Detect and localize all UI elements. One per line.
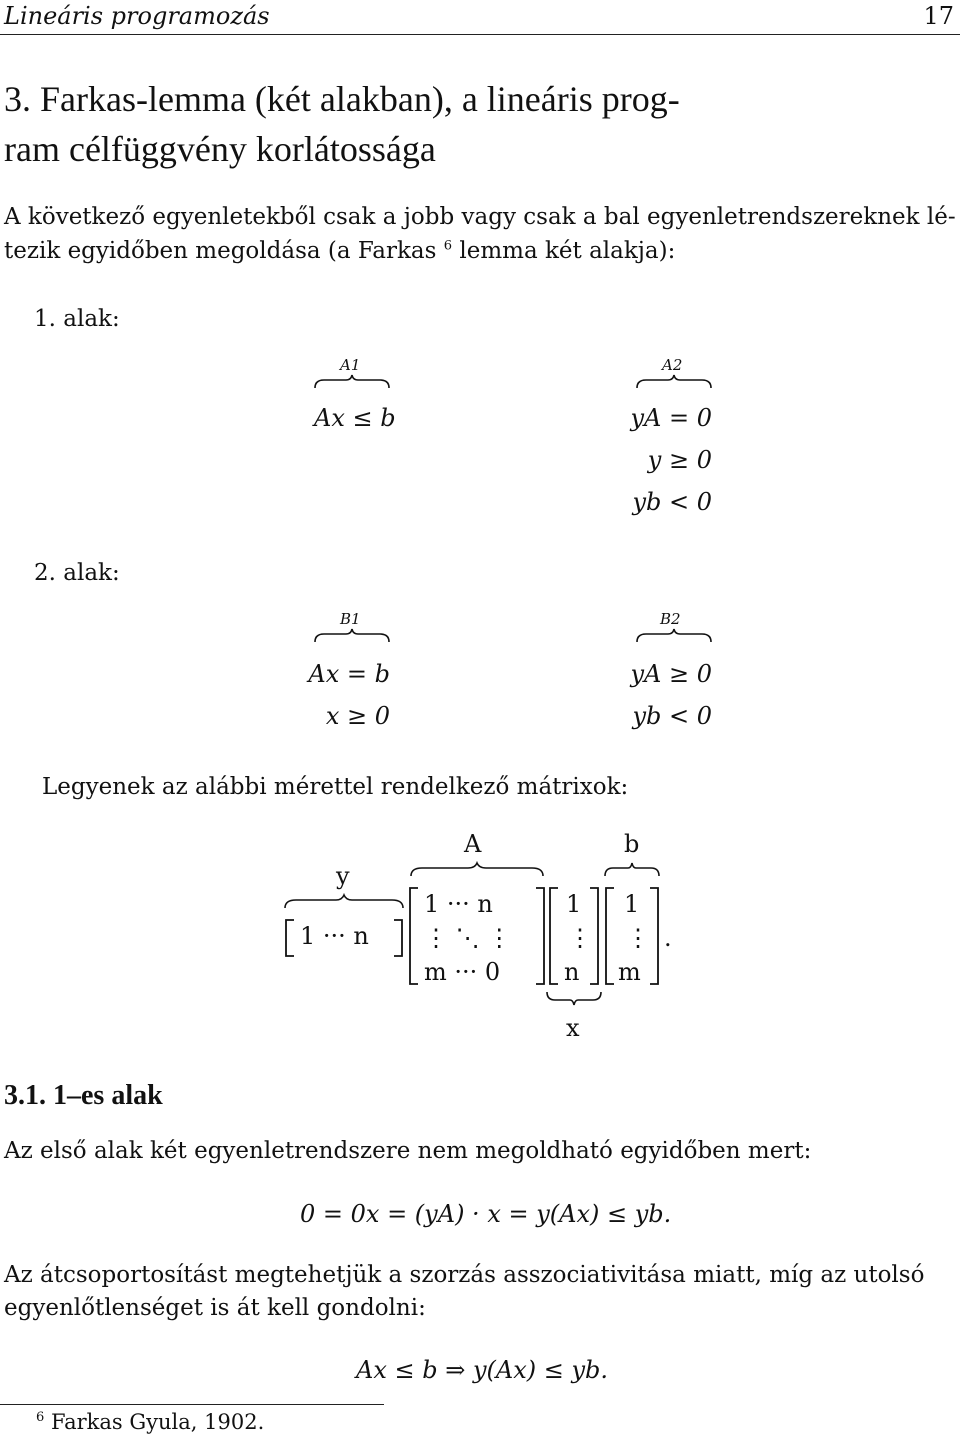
y-label: y	[336, 862, 350, 890]
y-row-values: 1 ··· n	[300, 922, 369, 950]
A-row-2: ⋮ ⋱ ⋮	[424, 924, 512, 952]
A-row-1: 1 ··· n	[424, 890, 493, 918]
form1-left-brace-label: A1	[340, 356, 361, 374]
section-title-line2: ram célfüggvény korlátossága	[4, 129, 436, 169]
A-overbrace	[410, 862, 544, 878]
b-col-3: m	[618, 958, 641, 986]
matrix-trailing-period: .	[664, 924, 672, 952]
footnote-text: Farkas Gyula, 1902.	[50, 1410, 265, 1434]
subsection-eq1: 0 = 0x = (yA) · x = y(Ax) ≤ yb.	[300, 1200, 672, 1228]
x-underbrace	[546, 990, 602, 1006]
x-col-1: 1	[566, 890, 582, 918]
header-rule	[0, 34, 960, 35]
form1-right-eq-2: y ≥ 0	[647, 446, 712, 474]
x-label: x	[566, 1014, 580, 1042]
footnote-rule	[0, 1404, 384, 1405]
intro-line2-pre: tezik egyidőben megoldása (a Farkas	[4, 238, 437, 264]
form1-right-eq-1: yA = 0	[630, 404, 712, 432]
form2-right-brace-label: B2	[660, 610, 681, 628]
footnote-mark: 6	[443, 238, 453, 254]
form2-left-eq-2: x ≥ 0	[325, 702, 390, 730]
matrices-intro: Legyenek az alábbi mérettel rendelkező mátrixok:	[42, 774, 629, 800]
form2-left-brace-label: B1	[340, 610, 361, 628]
form2-right-eq-1: yA ≥ 0	[630, 660, 712, 688]
y-overbrace	[284, 894, 404, 910]
page-number: 17	[923, 2, 954, 30]
A-row-3: m ··· 0	[424, 958, 501, 986]
b-col-2: ⋮	[626, 924, 650, 952]
running-header-title: Lineáris programozás	[4, 2, 270, 30]
A-label: A	[464, 830, 482, 858]
x-col-2: ⋮	[568, 924, 592, 952]
subsection-text1: Az első alak két egyenletrendszere nem megoldható egyidőben mert:	[4, 1138, 812, 1164]
subsection-title: 3.1. 1–es alak	[4, 1080, 163, 1111]
footnote-number: 6	[36, 1410, 45, 1425]
form1-right-overbrace	[636, 374, 712, 390]
footnote	[36, 1410, 264, 1434]
form1-left-eq: Ax ≤ b	[314, 404, 396, 432]
b-label: b	[624, 830, 640, 858]
x-col-3: n	[564, 958, 580, 986]
form2-right-overbrace	[636, 628, 712, 644]
subsection-text2-line1: Az átcsoportosítást megtehetjük a szorzás asszociativitása miatt, míg az utolsó	[4, 1262, 925, 1288]
form1-left-overbrace	[314, 374, 390, 390]
form1-label: 1. alak:	[34, 306, 120, 332]
subsection-eq2: Ax ≤ b ⇒ y(Ax) ≤ yb.	[356, 1356, 609, 1384]
intro-line1: A következő egyenletekből csak a jobb vagy csak a bal egyenletrendszereknek lé-	[4, 204, 956, 230]
intro-line2	[4, 238, 675, 264]
b-overbrace	[604, 862, 660, 878]
section-title-line1: 3. Farkas-lemma (két alakban), a lineáris prog-	[4, 79, 680, 119]
form1-right-brace-label: A2	[662, 356, 683, 374]
form2-left-overbrace	[314, 628, 390, 644]
b-col-1: 1	[624, 890, 640, 918]
subsection-text2-line2: egyenlőtlenséget is át kell gondolni:	[4, 1295, 426, 1321]
form2-label: 2. alak:	[34, 560, 120, 586]
intro-line2-post: lemma két alakja):	[459, 238, 676, 264]
form2-right-eq-2: yb < 0	[632, 702, 712, 730]
form2-left-eq-1: Ax = b	[308, 660, 390, 688]
form1-right-eq-3: yb < 0	[632, 488, 712, 516]
